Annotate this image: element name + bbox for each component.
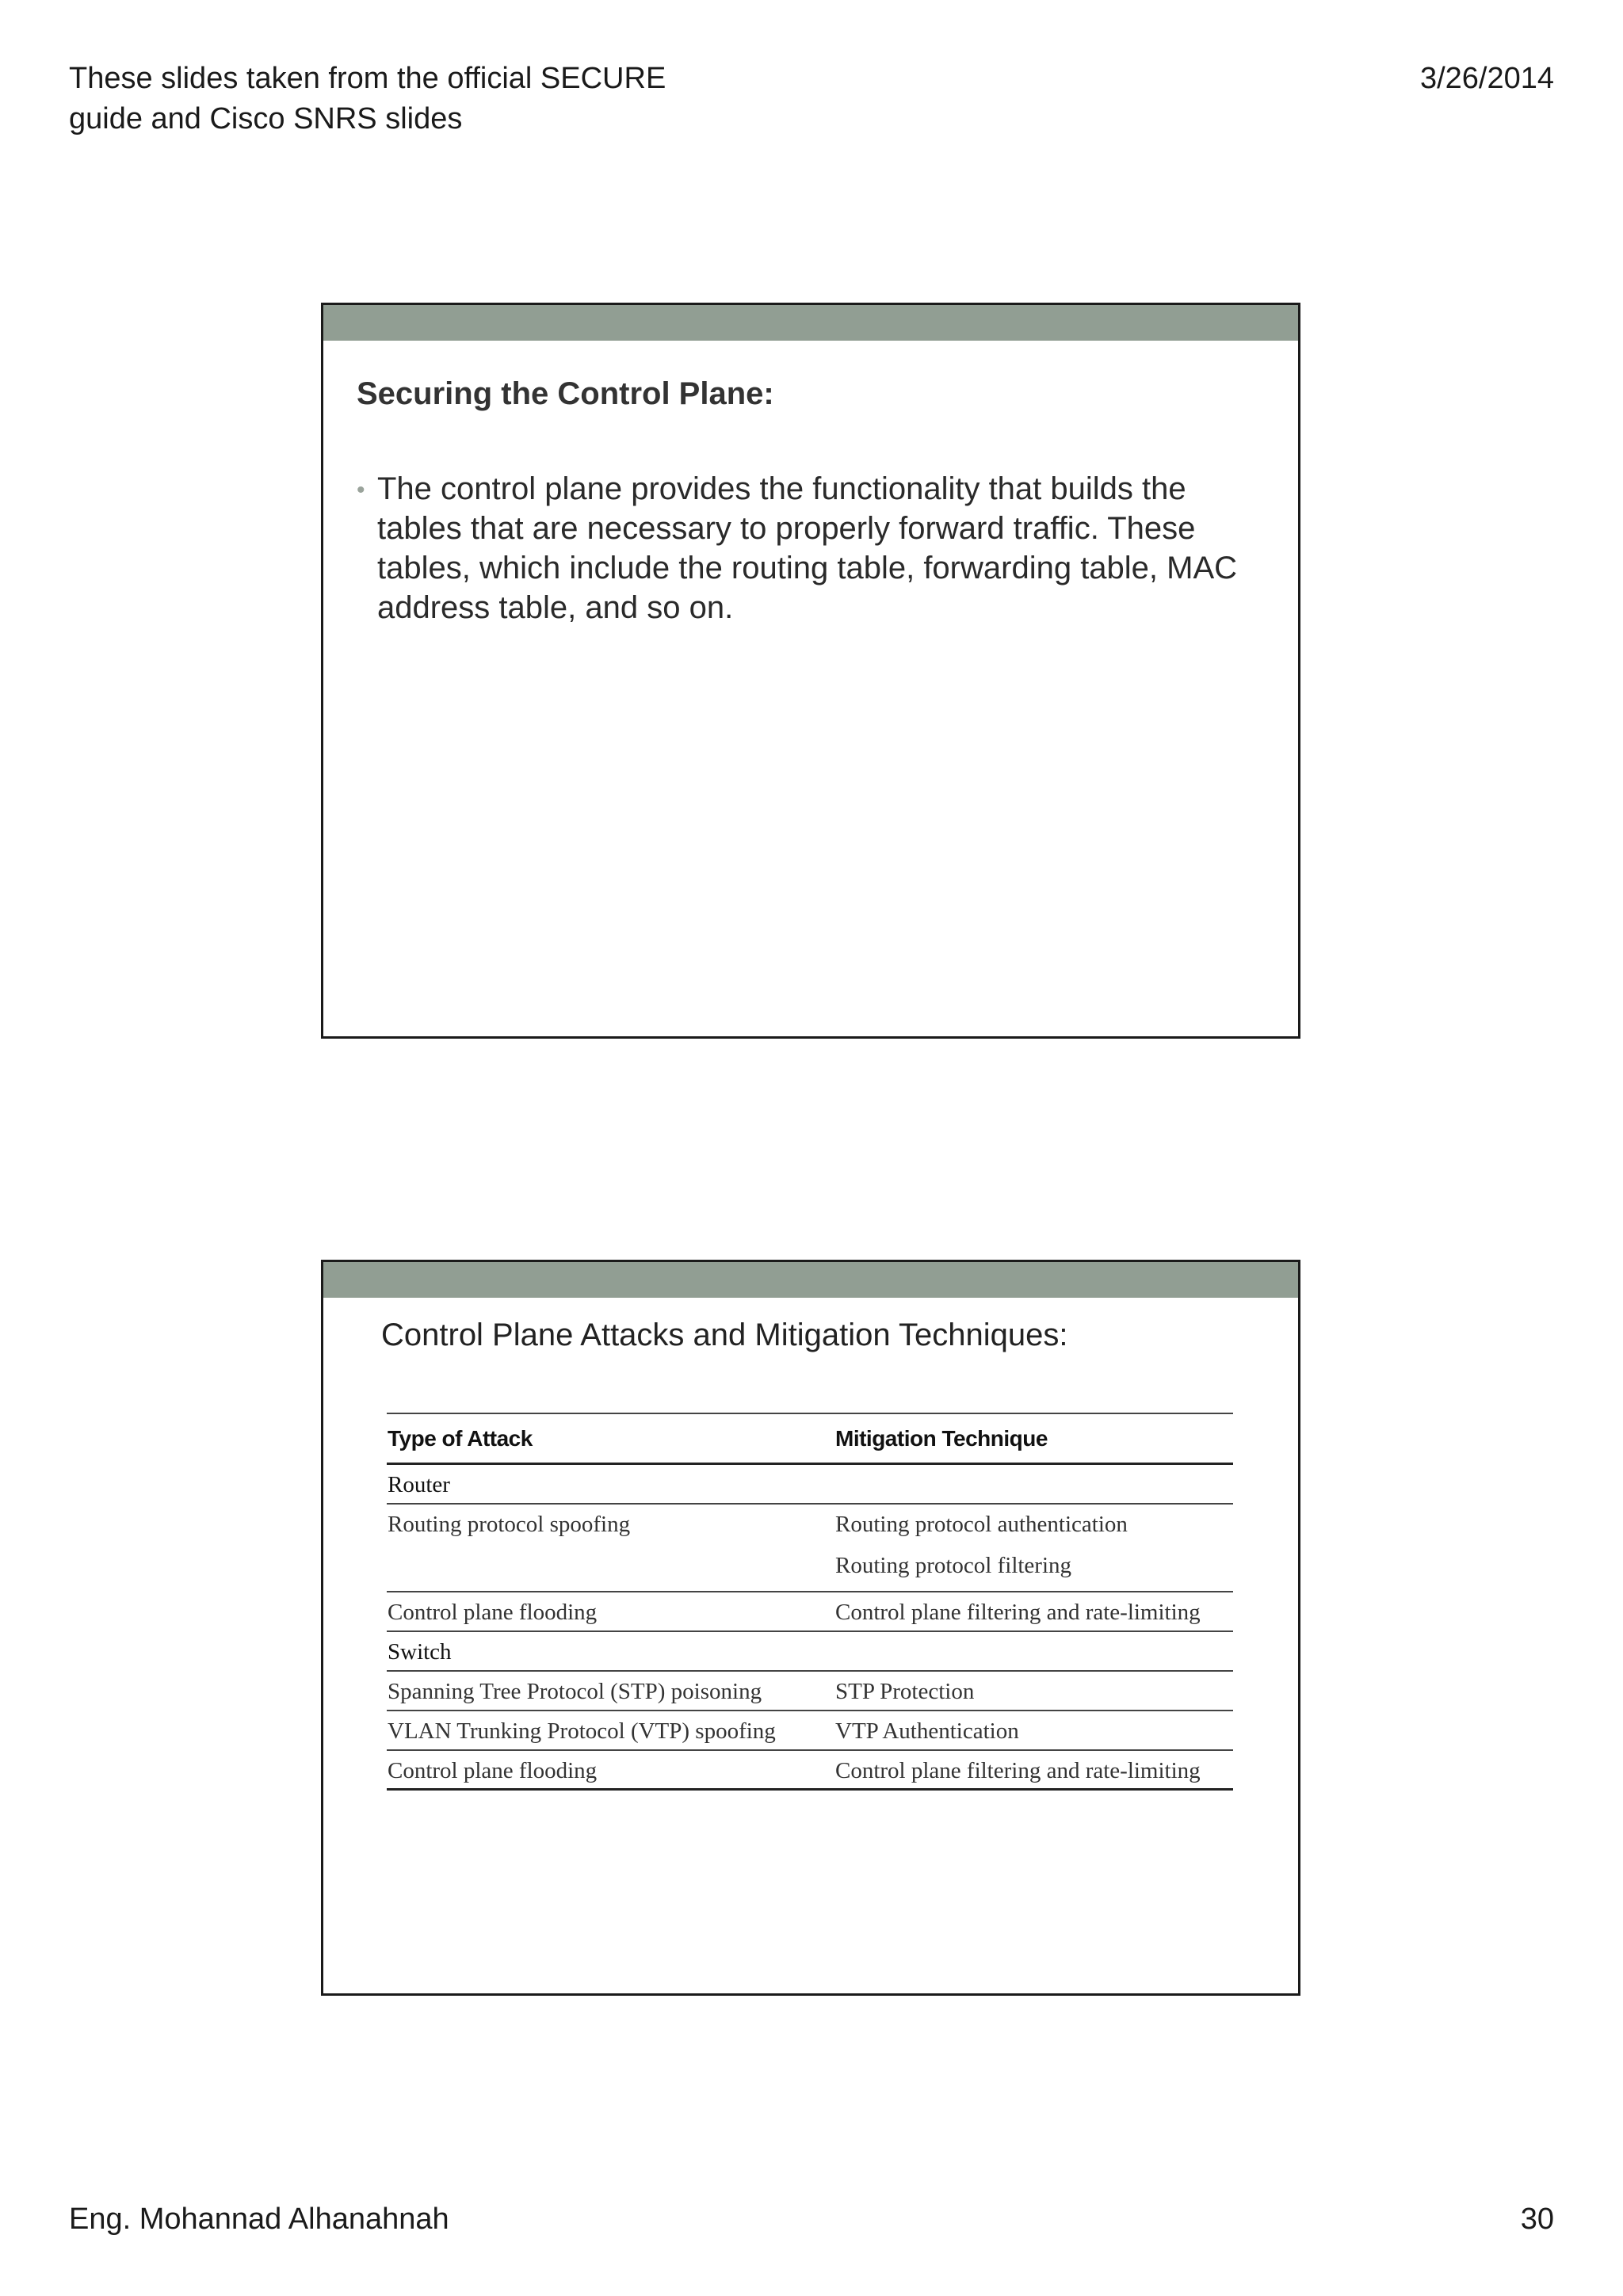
- mitigation-cell: Control plane filtering and rate-limiting: [834, 1750, 1233, 1790]
- mitigation-cell: STP Protection: [834, 1671, 1233, 1711]
- column-header-attack: Type of Attack: [387, 1413, 834, 1464]
- slide-title: Securing the Control Plane:: [357, 376, 774, 411]
- mitigation-cell: [834, 1504, 1233, 1592]
- bullet-dot-icon: •: [357, 477, 365, 503]
- table-row: [387, 1750, 1233, 1790]
- attack-cell: Control plane flooding: [387, 1592, 834, 1631]
- slide-title: Control Plane Attacks and Mitigation Techniques:: [381, 1318, 1068, 1352]
- column-header-mitigation: Mitigation Technique: [834, 1413, 1233, 1464]
- header-source-line2: guide and Cisco SNRS slides: [69, 102, 463, 135]
- header-source-line1: These slides taken from the official SECURE: [69, 62, 666, 95]
- table-group-row: [387, 1631, 1233, 1671]
- footer-author: Eng. Mohannad Alhanahnah: [69, 2203, 449, 2236]
- mitigation-line: Routing protocol filtering: [835, 1552, 1072, 1578]
- slide-title-band: [323, 305, 1298, 341]
- table-group-row: [387, 1464, 1233, 1504]
- group-label: Switch: [387, 1631, 834, 1671]
- page-number: 30: [1520, 2203, 1554, 2236]
- group-label: Router: [387, 1464, 834, 1504]
- mitigation-cell: Control plane filtering and rate-limiting: [834, 1592, 1233, 1631]
- attack-cell: VLAN Trunking Protocol (VTP) spoofing: [387, 1711, 834, 1750]
- attack-cell: Routing protocol spoofing: [387, 1504, 834, 1592]
- bullet-item: [357, 469, 1268, 627]
- header-date: 3/26/2014: [1419, 62, 1554, 95]
- table-row: [387, 1671, 1233, 1711]
- table-row: [387, 1504, 1233, 1592]
- table-row: [387, 1711, 1233, 1750]
- attack-cell: Spanning Tree Protocol (STP) poisoning: [387, 1671, 834, 1711]
- slide-title-band: [323, 1262, 1298, 1298]
- slide-attacks-mitigation: [321, 1260, 1300, 1996]
- header-source-note: [69, 59, 666, 139]
- slide-securing-control-plane: [321, 303, 1300, 1039]
- mitigation-line: Routing protocol authentication: [835, 1511, 1128, 1537]
- mitigation-cell: VTP Authentication: [834, 1711, 1233, 1750]
- attack-cell: Control plane flooding: [387, 1750, 834, 1790]
- empty-cell: [834, 1464, 1233, 1504]
- attacks-table: [387, 1413, 1233, 1791]
- bullet-text: The control plane provides the functionality that builds the tables that are necessary to properly forward traffic. These tables, which include the routing table, forwarding table, MAC address table, and so on.: [377, 471, 1238, 625]
- empty-cell: [834, 1631, 1233, 1671]
- table-row: [387, 1592, 1233, 1631]
- table-header-row: [387, 1413, 1233, 1464]
